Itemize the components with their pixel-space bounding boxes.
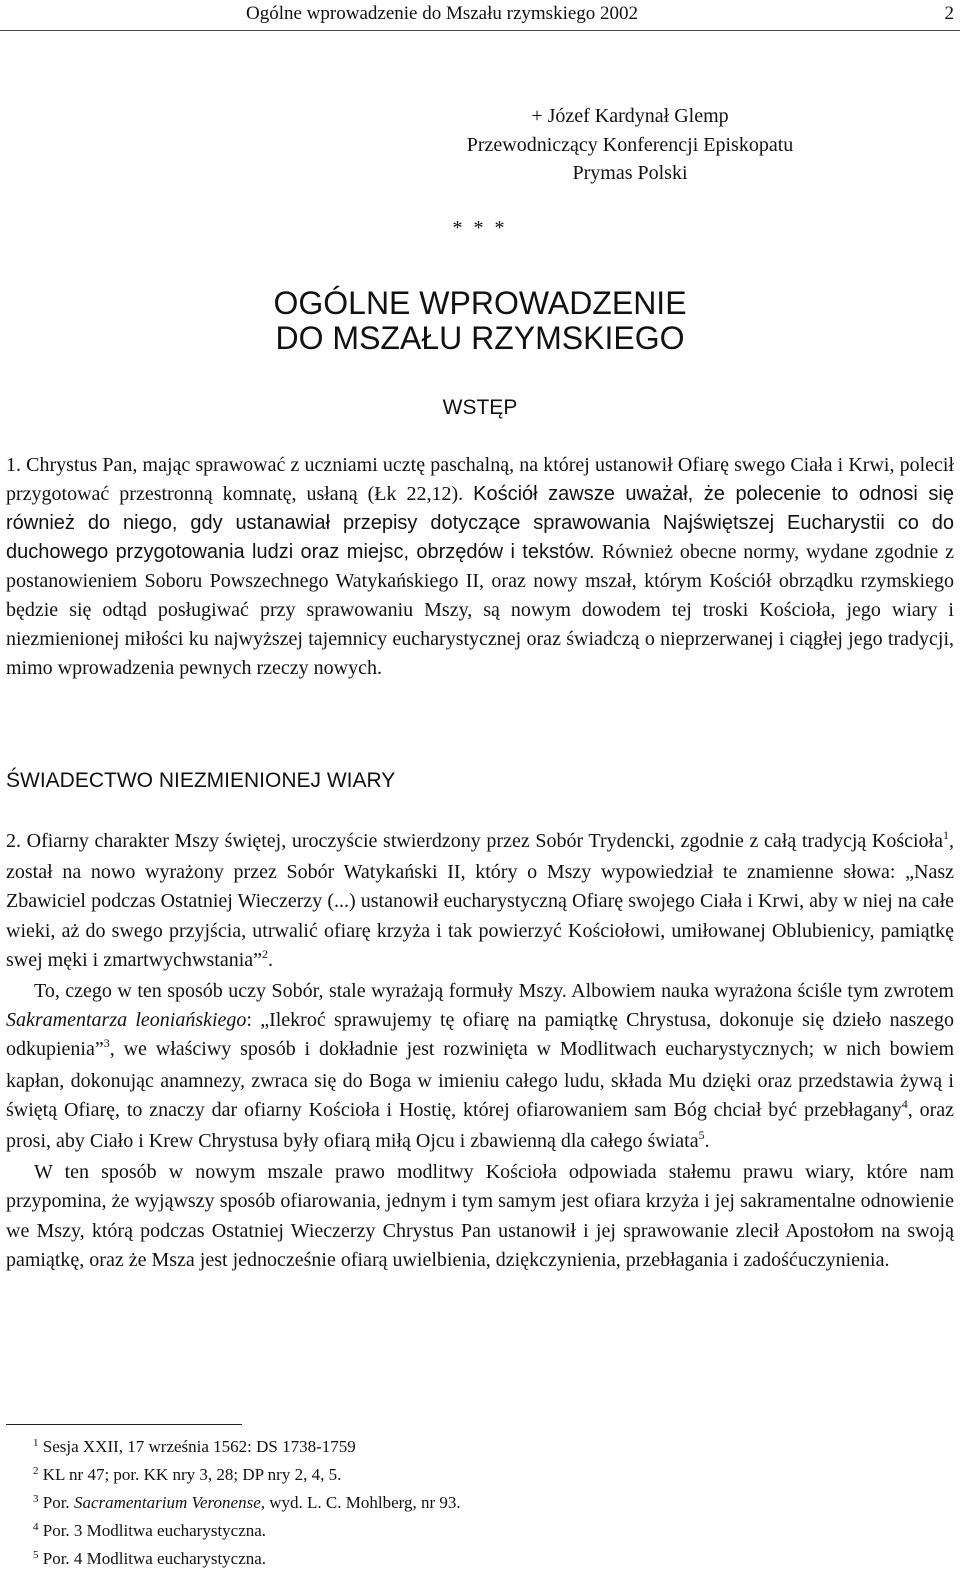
- footnote-2: [33, 1462, 461, 1490]
- signature-block: [418, 102, 842, 188]
- section-separator: * * *: [452, 217, 508, 239]
- footnote-1: [33, 1434, 461, 1462]
- footnote-4: [33, 1518, 461, 1546]
- paragraph-3: [6, 977, 954, 1158]
- footnote-5: [33, 1546, 461, 1574]
- footnote-ref-3[interactable]: 3: [103, 1036, 110, 1051]
- footnote-ref-4[interactable]: 4: [901, 1096, 908, 1111]
- document-title-line2: DO MSZAŁU RZYMSKIEGO: [275, 320, 685, 356]
- body-text: [6, 827, 954, 1275]
- page-number: 2: [944, 3, 954, 24]
- paragraph-2-part-c: .: [268, 948, 274, 971]
- paragraph-1-part-a: 1. Chrystus Pan, mając sprawować z uczniami ucztę paschalną, na której ustanowił Ofiarę swego Ciała i Krwi, polecił przygotować przestronną komnatę, usłaną (Łk 22,12).: [6, 454, 954, 505]
- paragraph-2-part-b: , został na nowo wyrażony przez Sobór Watykański II, który o Mszy wypowiedział te znamienne słowa: „Nasz Zbawiciel podczas Ostatniej Wieczerzy (...) ustanowił eucharystyczną Ofiarę swojego Ciała i Krwi, aby w niej na całe wieki, aż do swego przyjścia, utrwalić ofiarę krzyża i tak powierzyć Kościołowi, umiłowanej Oblubienicy, pamiątkę swej męki i zmartwychwstania”: [6, 830, 954, 971]
- signature-title: Prymas Polski: [572, 162, 688, 184]
- footnote-text: Por. 4 Modlitwa eucharystyczna.: [42, 1549, 267, 1568]
- paragraph-1: [6, 451, 954, 683]
- paragraph-3-italic: Sakramentarza leoniańskiego: [6, 1009, 247, 1032]
- footnote-number: 5: [33, 1549, 39, 1561]
- footnote-number: 4: [33, 1521, 39, 1533]
- document-title-line1: OGÓLNE WPROWADZENIE: [273, 285, 687, 321]
- footnote-text: Por.: [42, 1493, 74, 1512]
- footnotes: [33, 1434, 461, 1574]
- footnote-ref-2[interactable]: 2: [262, 946, 269, 961]
- paragraph-3-part-e: .: [704, 1130, 710, 1153]
- section-heading: ŚWIADECTWO NIEZMIENIONEJ WIARY: [6, 769, 396, 792]
- paragraph-3-part-d: , oraz prosi, aby Ciało i Krew Chrystusa były ofiarą miłą Ojcu i zbawienną dla całego świata: [6, 1098, 954, 1153]
- paragraph-3-part-c: , we właściwy sposób i dokładnie jest rozwinięta w Modlitwach eucharystycznych; w nich bowiem kapłan, dokonując anamnezy, zwraca się do Boga w imieniu całego ludu, składa Mu dzięki oraz przedstawia żywą i świętą Ofiarę, to znaczy dar ofiarny Kościoła i Hostię, której ofiarowaniem sam Bóg chciał być przebłagany: [6, 1038, 954, 1121]
- paragraph-3-part-b: : „Ilekroć sprawujemy tę ofiarę na pamiątkę Chrystusa, dokonuje się dzieło naszego odkupienia”: [6, 1009, 954, 1061]
- footnote-text: Sesja XXII, 17 września 1562: DS 1738-1759: [42, 1437, 356, 1456]
- footnote-divider: [6, 1424, 242, 1425]
- footnote-number: 2: [33, 1465, 39, 1477]
- header-title: Ogólne wprowadzenie do Mszału rzymskiego 2002: [246, 3, 639, 24]
- footnote-ref-1[interactable]: 1: [943, 828, 949, 842]
- footnote-text: KL nr 47; por. KK nry 3, 28; DP nry 2, 4, 5.: [42, 1465, 342, 1484]
- footnote-number: 3: [33, 1493, 39, 1505]
- paragraph-3-part-a: To, czego w ten sposób uczy Sobór, stale wyrażają formuły Mszy. Albowiem nauka wyrażona ściśle tym zwrotem: [34, 980, 954, 1003]
- paragraph-1-part-c: Również obecne normy, wydane zgodnie z postanowieniem Soboru Powszechnego Watykańskiego II, oraz nowy mszał, którym Kościół obrządku rzymskiego będzie się odtąd posługiwać przy sprawowaniu Mszy, są nowym dowodem tej troski Kościoła, jego wiary i niezmienionej miłości ku najwyższej tajemnicy eucharystycznej oraz świadczą o nieprzerwanej i ciągłej jego tradycji, mimo wprowadzenia pewnych rzeczy nowych.: [6, 541, 954, 679]
- footnote-ref-5[interactable]: 5: [698, 1128, 705, 1143]
- footnote-3: [33, 1490, 461, 1518]
- running-header: [0, 0, 960, 31]
- footnote-text: Por. 3 Modlitwa eucharystyczna.: [42, 1521, 267, 1540]
- paragraph-4: W ten sposób w nowym mszale prawo modlitwy Kościoła odpowiada stałemu prawu wiary, które nam przypomina, że wyjąwszy sposób ofiarowania, jednym i tym samym jest ofiara krzyża i jej sakramentalne odnowienie we Mszy, którą podczas Ostatniej Wieczerzy Chrystus Pan ustanowił i jej sprawowanie zlecił Apostołom na swoją pamiątkę, oraz że Msza jest jednocześnie ofiarą uwielbienia, dziękczynienia, przebłagania i zadośćuczynienia.: [6, 1161, 954, 1271]
- footnote-number: 1: [33, 1437, 39, 1449]
- paragraph-2: [6, 827, 954, 977]
- footnote-italic-title: Sacramentarium Veronense: [73, 1493, 261, 1512]
- intro-heading: WSTĘP: [442, 396, 518, 419]
- signature-role: Przewodniczący Konferencji Episkopatu: [466, 133, 794, 156]
- paragraph-2-part-a: 2. Ofiarny charakter Mszy świętej, uroczyście stwierdzony przez Sobór Trydencki, zgodnie z całą tradycją Kościoła: [6, 830, 943, 852]
- footnote-text-tail: , wyd. L. C. Mohlberg, nr 93.: [260, 1493, 461, 1512]
- document-title: [0, 286, 960, 356]
- signature-name: + Józef Kardynał Glemp: [531, 105, 729, 127]
- paragraph-1-part-b: Kościół zawsze uważał, że polecenie to odnosi się również do niego, gdy ustanawiał przepisy dotyczące sprawowania Najświętszej Eucharystii co do duchowego przygotowania ludzi oraz miejsc, obrzędów i tekstów.: [6, 483, 954, 563]
